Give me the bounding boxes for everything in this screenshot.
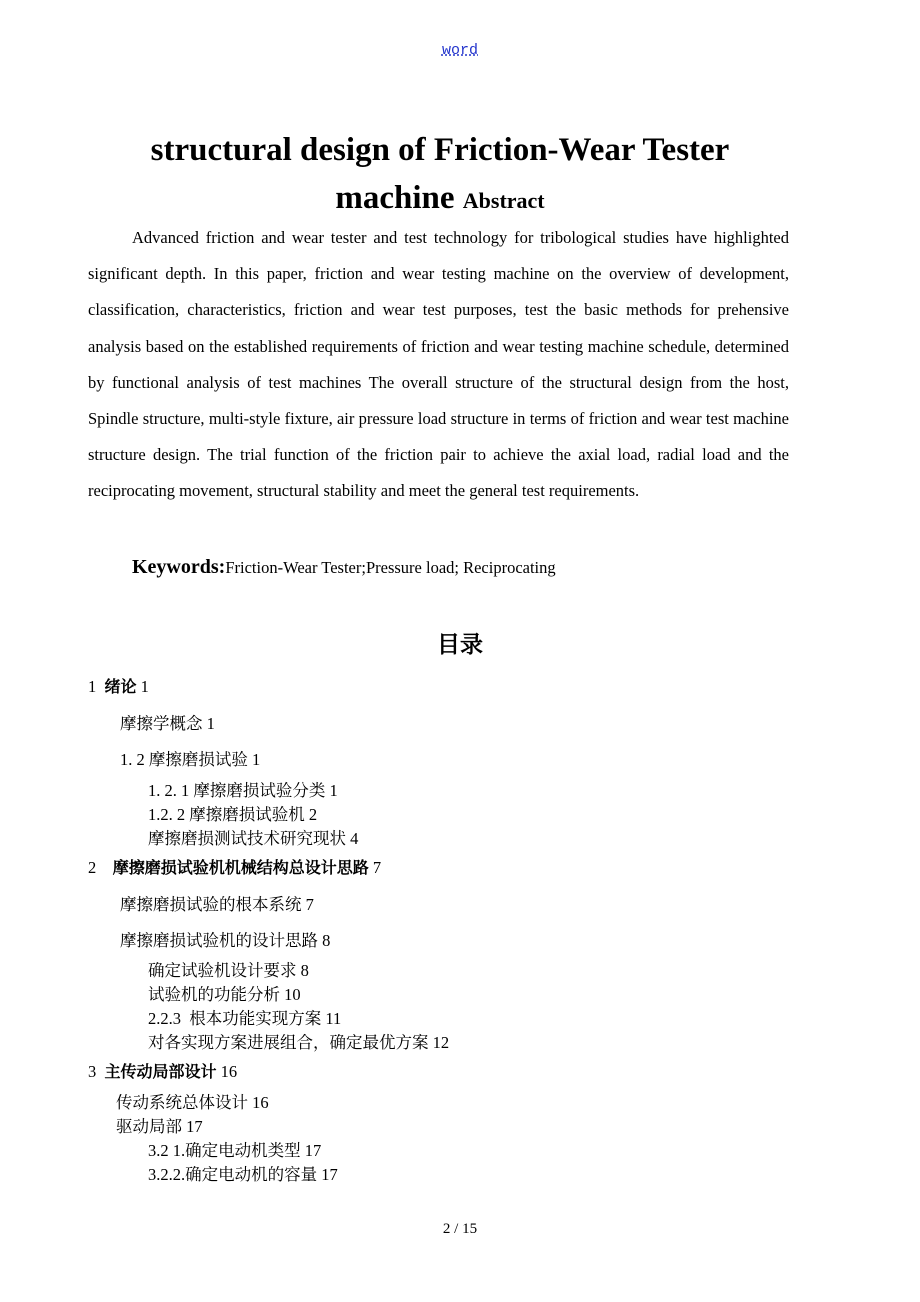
toc-entry[interactable]: 2.2.3 根本功能实现方案 11: [148, 1009, 342, 1028]
header-link[interactable]: word: [441, 42, 478, 59]
page-separator: /: [450, 1221, 463, 1237]
abstract-heading: Abstract: [462, 188, 545, 213]
document-title: [90, 126, 790, 225]
toc-entry[interactable]: 摩擦磨损测试技术研究现状 4: [148, 829, 359, 848]
toc-entry[interactable]: 传动系统总体设计 16: [116, 1093, 269, 1112]
toc-title: 目录: [437, 632, 483, 658]
toc-entry[interactable]: 摩擦学概念 1: [120, 714, 215, 733]
toc-entry[interactable]: 3.2.2.确定电动机的容量 17: [148, 1165, 338, 1184]
toc-entry[interactable]: 驱动局部 17: [116, 1117, 203, 1136]
abstract-paragraph: Advanced friction and wear tester and test technology for tribological studies have highlighted significant depth. In this paper, friction and wear testing machine on the overview of development, classification, characteristics, friction and wear test purposes, test the basic methods for prehensive analysis based on the established requirements of friction and wear testing machine schedule, determined by functional analysis of test machines The overall structure of the structural design from the host, Spindle structure, multi-style fixture, air pressure load structure in terms of friction and wear test machine structure design. The trial function of the friction pair to achieve the axial load, radial load and the reciprocating movement, structural stability and meet the general test requirements.: [88, 228, 789, 501]
page-footer: [0, 1221, 920, 1238]
toc-entry[interactable]: 3.2 1.确定电动机类型 17: [148, 1141, 322, 1160]
title-line-1: structural design of Friction-Wear Tester: [150, 132, 730, 168]
keywords-line: [132, 556, 556, 579]
toc-entry[interactable]: 3 主传动局部设计 16: [88, 1062, 238, 1081]
toc-entry[interactable]: 1. 2 摩擦磨损试验 1: [120, 750, 261, 769]
title-line-2: [90, 174, 790, 225]
toc-entry[interactable]: 确定试验机设计要求 8: [148, 961, 309, 980]
page-total: 15: [462, 1221, 478, 1237]
toc-entry[interactable]: 2 摩擦磨损试验机机械结构总设计思路 7: [88, 858, 382, 877]
toc-entry[interactable]: 1 绪论 1: [88, 677, 149, 696]
page-number: 2: [442, 1221, 451, 1237]
toc-entry[interactable]: 1. 2. 1 摩擦磨损试验分类 1: [148, 781, 338, 800]
keywords-label: Keywords:: [132, 556, 226, 578]
toc-entry[interactable]: 摩擦磨损试验的根本系统 7: [120, 895, 314, 914]
toc-entry[interactable]: 摩擦磨损试验机的设计思路 8: [120, 931, 331, 950]
keywords-text: Friction-Wear Tester;Pressure load; Reciprocating: [225, 558, 556, 577]
toc-entry[interactable]: 试验机的功能分析 10: [148, 985, 301, 1004]
toc-entry[interactable]: 1.2. 2 摩擦磨损试验机 2: [148, 805, 318, 824]
title-machine: machine: [335, 180, 455, 216]
toc-entry[interactable]: 对各实现方案进展组合，确定最优方案 12: [148, 1033, 450, 1052]
